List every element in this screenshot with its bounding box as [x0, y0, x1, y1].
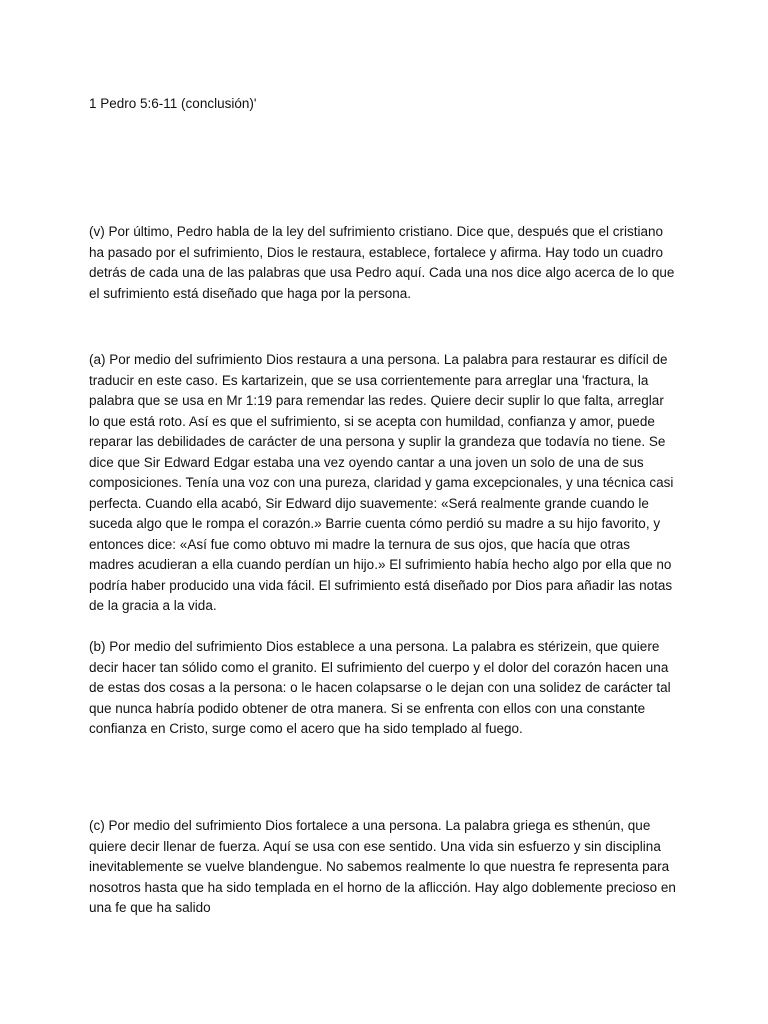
- paragraph-b: (b) Por medio del sufrimiento Dios establece a una persona. La palabra es stérizein, que quiere decir hacer tan sólido como el granito. El sufrimiento del cuerpo y el dolor del corazón hacen una de estas dos cosas a la persona: o le hacen colapsarse o le dejan con una solidez de carácter tal que nunca habría podido obtener de otra manera. Si se enfrenta con ellos con una constante confianza en Cristo, surge como el acero que ha sido templado al fuego.: [89, 639, 671, 736]
- document-title: 1 Pedro 5:6-11 (conclusión)': [89, 96, 257, 111]
- paragraph-c: (c) Por medio del sufrimiento Dios fortalece a una persona. La palabra griega es sthenún, que quiere decir llenar de fuerza. Aquí se usa con ese sentido. Una vida sin esfuerzo y sin disciplina inevitablemente se vuelve blandengue. No sabemos realmente lo que nuestra fe representa para nosotros hasta que ha sido templada en el horno de la aflicción. Hay algo doblemente precioso en una fe que ha salido: [89, 818, 676, 915]
- paragraph-v: (v) Por último, Pedro habla de la ley del sufrimiento cristiano. Dice que, después que el cristiano ha pasado por el sufrimiento, Dios le restaura, establece, fortalece y afirma. Hay todo un cuadro detrás de cada una de las palabras que usa Pedro aquí. Cada una nos dice algo acerca de lo que el sufrimiento está diseñado que haga por la persona.: [89, 224, 675, 301]
- paragraph-a: (a) Por medio del sufrimiento Dios restaura a una persona. La palabra para restaurar es difícil de traducir en este caso. Es kartarizein, que se usa corrientemente para arreglar una 'fractura, la palabra que se usa en Mr 1:19 para remendar las redes. Quiere decir suplir lo que falta, arreglar lo que está roto. Así es que el sufrimiento, si se acepta con humildad, confianza y amor, puede reparar las debilidades de carácter de una persona y suplir la grandeza que todavía no tiene. Se dice que Sir Edward Edgar estaba una vez oyendo cantar a una joven un solo de una de sus composiciones. Tenía una voz con una pureza, claridad y gama excepcionales, y una técnica casi perfecta. Cuando ella acabó, Sir Edward dijo suavemente: «Será realmente grande cuando le suceda algo que le rompa el corazón.» Barrie cuenta cómo perdió su madre a su hijo favorito, y entonces dice: «Así fue como obtuvo mi madre la ternura de sus ojos, que hacía que otras madres acudieran a ella cuando perdían un hijo.» El sufrimiento había hecho algo por ella que no podría haber producido una vida fácil. El sufrimiento está diseñado por Dios para añadir las notas de la gracia a la vida.: [89, 352, 674, 613]
